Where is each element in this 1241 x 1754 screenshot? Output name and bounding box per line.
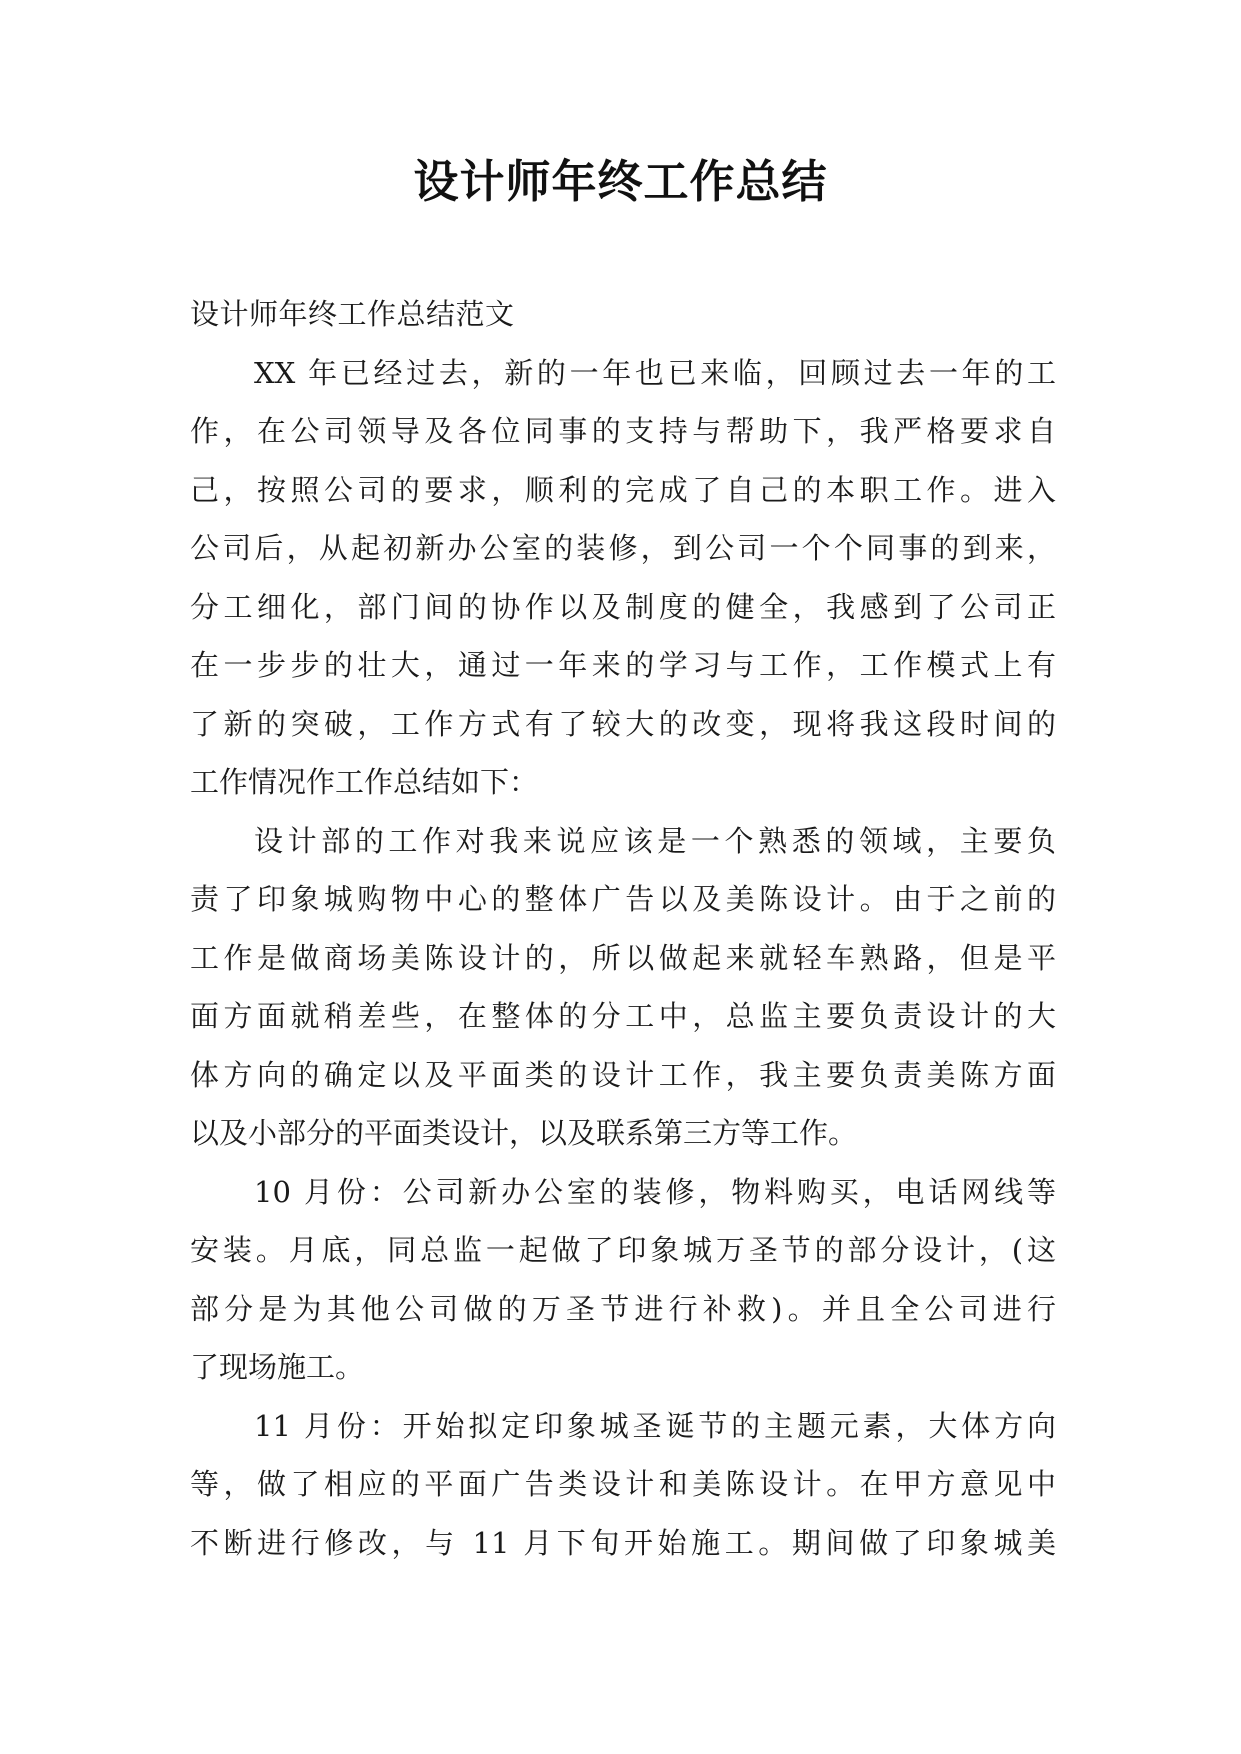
paragraph-1 bbox=[190, 344, 1056, 812]
paragraph-line: 安装。月底，同总监一起做了印象城万圣节的部分设计，(这 bbox=[190, 1233, 1056, 1267]
paragraph-line: 设计部的工作对我来说应该是一个熟悉的领域，主要负 bbox=[254, 823, 1056, 858]
paragraph-line: 以及小部分的平面类设计，以及联系第三方等工作。 bbox=[190, 1116, 858, 1150]
document-subtitle: 设计师年终工作总结范文 bbox=[190, 297, 515, 331]
paragraph-line: 作，在公司领导及各位同事的支持与帮助下，我严格要求自 bbox=[190, 414, 1056, 448]
paragraph-line: 公司后，从起初新办公室的装修，到公司一个个同事的到来， bbox=[190, 531, 1056, 565]
paragraph-line: 在一步步的壮大，通过一年来的学习与工作，工作模式上有 bbox=[190, 648, 1056, 682]
paragraph-line: 己，按照公司的要求，顺利的完成了自己的本职工作。进入 bbox=[190, 472, 1056, 507]
paragraph-line: 分工细化，部门间的协作以及制度的健全，我感到了公司正 bbox=[190, 589, 1056, 624]
paragraph-line: 部分是为其他公司做的万圣节进行补救)。并且全公司进行 bbox=[190, 1291, 1056, 1326]
paragraph-line: 工作情况作工作总结如下： bbox=[190, 765, 539, 799]
paragraph-2 bbox=[190, 812, 1056, 1163]
paragraph-line: 工作是做商场美陈设计的，所以做起来就轻车熟路，但是平 bbox=[190, 940, 1056, 975]
paragraph-line: 面方面就稍差些，在整体的分工中，总监主要负责设计的大 bbox=[190, 999, 1056, 1033]
paragraph-line: 责了印象城购物中心的整体广告以及美陈设计。由于之前的 bbox=[190, 882, 1056, 916]
paragraph-line: 了现场施工。 bbox=[190, 1350, 365, 1384]
paragraph-3 bbox=[190, 1163, 1056, 1397]
paragraph-line: 10 月份：公司新办公室的装修，物料购买，电话网线等 bbox=[254, 1174, 1056, 1209]
paragraph-line: 11 月份：开始拟定印象城圣诞节的主题元素，大体方向 bbox=[254, 1408, 1056, 1443]
paragraph-line: 了新的突破，工作方式有了较大的改变，现将我这段时间的 bbox=[190, 706, 1056, 741]
document-title: 设计师年终工作总结 bbox=[413, 155, 828, 208]
paragraph-line: 不断进行修改，与 11 月下旬开始施工。期间做了印象城美 bbox=[190, 1525, 1056, 1560]
paragraph-line: XX 年已经过去，新的一年也已来临，回顾过去一年的工 bbox=[254, 355, 1056, 390]
paragraph-line: 体方向的确定以及平面类的设计工作，我主要负责美陈方面 bbox=[190, 1057, 1056, 1092]
paragraph-line: 等，做了相应的平面广告类设计和美陈设计。在甲方意见中 bbox=[190, 1467, 1056, 1501]
document-body bbox=[190, 285, 1056, 1572]
paragraph-4 bbox=[190, 1397, 1056, 1573]
